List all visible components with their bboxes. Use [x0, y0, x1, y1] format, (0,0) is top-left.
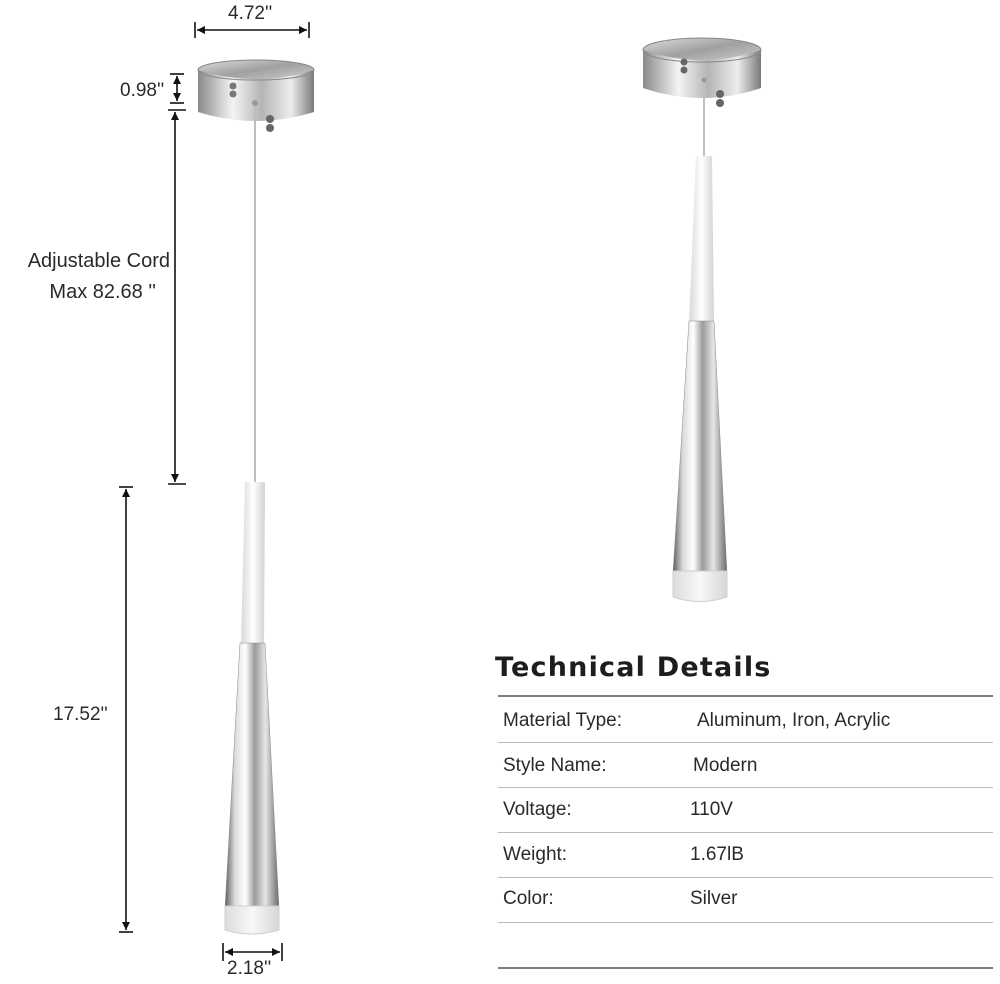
- cord-label-line2: Max 82.68 '': [49, 281, 156, 303]
- canopy-width-label: 4.72'': [228, 3, 273, 24]
- row-style-value: Modern: [693, 755, 758, 776]
- right-diffuser: [673, 571, 727, 602]
- row-divider: [498, 787, 993, 788]
- row-divider: [498, 877, 993, 878]
- row-material-key: Material Type:: [503, 710, 622, 731]
- row-color-value: Silver: [690, 888, 738, 909]
- left-diffuser: [225, 906, 279, 934]
- row-voltage-key: Voltage:: [503, 799, 572, 820]
- row-weight-key: Weight:: [503, 844, 568, 865]
- right-canopy: [643, 38, 761, 107]
- left-chrome-cone: [225, 643, 279, 908]
- cord-length-label: [0, 246, 170, 308]
- left-white-cone: [241, 482, 265, 645]
- right-lamp: [643, 38, 761, 602]
- canopy-height-label: 0.98'': [120, 80, 165, 101]
- shade-diameter-label: 2.18'': [227, 958, 272, 979]
- row-divider: [498, 742, 993, 743]
- row-divider: [498, 832, 993, 833]
- row-color-key: Color:: [503, 888, 554, 909]
- table-bottom-rule: [498, 967, 993, 969]
- row-material-value: Aluminum, Iron, Acrylic: [697, 710, 891, 731]
- row-voltage-value: 110V: [690, 799, 733, 820]
- row-weight-value: 1.67lB: [690, 844, 744, 865]
- cord-label-line1: Adjustable Cord: [27, 250, 170, 272]
- row-style-key: Style Name:: [503, 755, 607, 776]
- right-white-cone: [689, 156, 714, 323]
- technical-details-title: Technical Details: [495, 652, 772, 683]
- shade-length-label: 17.52'': [53, 704, 108, 725]
- table-top-rule: [498, 695, 993, 697]
- left-lamp: [198, 60, 314, 934]
- right-chrome-cone: [673, 321, 727, 573]
- dimension-lines: [119, 22, 309, 961]
- row-divider: [498, 922, 993, 923]
